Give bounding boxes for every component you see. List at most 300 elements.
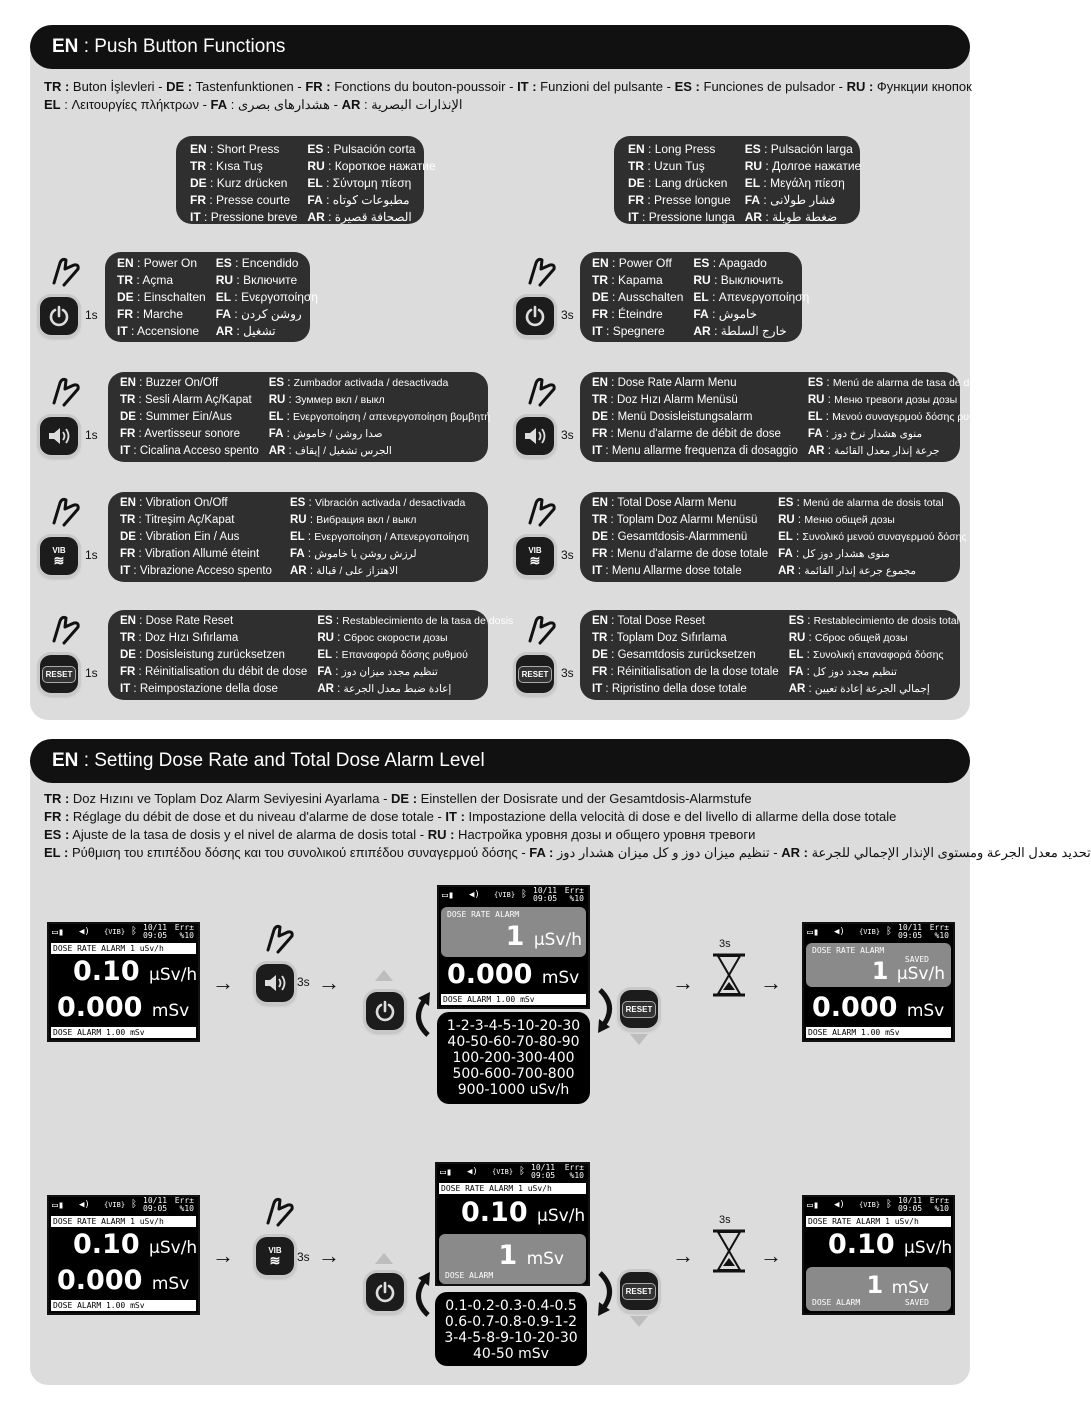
reset-label: RESET	[622, 1001, 657, 1018]
function-button-power[interactable]	[516, 297, 554, 335]
cell: TR : Doz Hızı Alarm Menüsü	[592, 394, 738, 406]
translation: Menu d'alarme de débit de dose	[616, 428, 781, 440]
lang-code: DE	[592, 649, 608, 661]
legend-row	[590, 563, 969, 580]
cell: DE : Menü Dosisleistungsalarm	[592, 411, 753, 423]
down-indicator	[630, 1034, 648, 1045]
cell: DE : Vibration Ein / Aus	[120, 531, 240, 543]
dose-alarm-bar: DOSE ALARM 1.00 mSv	[441, 994, 586, 1005]
option-line: 0.1-0.2-0.3-0.4-0.5	[445, 1298, 577, 1314]
translation: Toplam Doz Sıfırlama	[616, 632, 727, 644]
lang-code: DE	[120, 411, 136, 423]
total-dose-value	[57, 992, 189, 1023]
status-date: 10/11	[898, 923, 923, 932]
cell: FA : تنظیم مجدد میزان دوز	[317, 666, 438, 678]
cell: EL : Μεγάλη πίεση	[744, 176, 845, 190]
dose-alarm-bar: DOSE ALARM 1.00 mSv	[51, 1300, 196, 1311]
vib-button[interactable]	[256, 1237, 294, 1275]
status-bar	[439, 887, 588, 905]
translation: Doz Hızı Alarm Menüsü	[616, 394, 738, 406]
press-finger-icon	[48, 495, 82, 527]
translation: Μενού συναγερμού δόσης ρυθμού δόσης	[832, 411, 1025, 423]
rate-alarm-label: DOSE RATE ALARM	[812, 946, 885, 955]
translation: Total Dose Alarm Menu	[617, 497, 737, 509]
lang-code: FA	[778, 548, 793, 560]
translation: تشغيل	[243, 324, 276, 338]
lang-code: IT	[592, 565, 603, 577]
section-1-intro	[44, 78, 972, 114]
vib-icon	[528, 546, 541, 567]
translation: خارج السلطة	[720, 324, 787, 338]
screen-total-dose-edit	[435, 1162, 590, 1286]
date-time	[533, 887, 557, 903]
cell: DE : Einschalten	[117, 290, 206, 304]
cell: EN : Power Off	[592, 256, 672, 270]
legend-row	[118, 409, 492, 426]
cell: TR : Kısa Tuş	[190, 159, 263, 173]
lang-code: EN	[592, 497, 608, 509]
translation: Pulsación corta	[333, 142, 416, 156]
cell: TR : Açma	[117, 273, 174, 287]
function-button-speaker[interactable]	[516, 417, 554, 455]
total-dose-value	[812, 992, 944, 1023]
lang-code: DE	[120, 531, 136, 543]
section-2-intro	[44, 790, 1091, 862]
translation: مجموع جرعة إنذار القائمة	[804, 565, 916, 577]
lang-code: FR	[190, 193, 206, 207]
speaker-icon	[46, 425, 72, 447]
lang-code: AR	[807, 445, 825, 457]
dose-rate-value	[828, 1229, 952, 1260]
cell: IT : Cicalina Acceso spento	[120, 445, 259, 457]
translation: Gesamtdosis-Alarmmenü	[617, 531, 748, 543]
cycle-arrow-icon	[406, 1270, 436, 1320]
screen-total-dose-start	[47, 1195, 200, 1315]
lang-code: EN	[190, 142, 207, 156]
cell: EL : Μενού συναγερμού δόσης ρυθμού δόσης	[807, 411, 1025, 423]
dose-alarm-saved	[806, 1267, 951, 1311]
translation: ضغطة طويلة	[772, 210, 838, 224]
unit: µSv/h	[904, 1238, 953, 1258]
cell: DE : Kurz drücken	[190, 176, 288, 190]
rate-alarm-bar: DOSE RATE ALARM 1 uSv/h	[51, 943, 196, 954]
error-readout	[175, 924, 194, 940]
translation: خاموش	[718, 307, 758, 321]
translation: Power Off	[618, 256, 672, 270]
cell: EN : Power On	[117, 256, 198, 270]
lang-code: TR	[592, 514, 608, 526]
cell: FA : خاموش	[693, 307, 758, 321]
lang-code: EN	[120, 497, 136, 509]
lang-code: RU	[807, 394, 825, 406]
function-table	[590, 613, 961, 698]
lang-code: TR	[190, 159, 206, 173]
lang-code: RU :	[846, 79, 874, 94]
cell: AR : إعادة ضبط معدل الجرعة	[317, 683, 452, 695]
lang-code: EL :	[44, 845, 69, 860]
dose-alarm-bar: DOSE ALARM 1.00 mSv	[51, 1027, 196, 1038]
error-readout	[175, 1197, 194, 1213]
lang-code: TR	[592, 273, 608, 287]
cell: FA : مطبوعات کوتاه	[307, 193, 410, 207]
function-table	[590, 375, 1027, 460]
date-time	[898, 1197, 922, 1213]
translation: Restablecimiento de dosis total	[813, 615, 959, 627]
error-value: %10	[179, 1204, 194, 1213]
intro-line	[44, 78, 972, 96]
translation: Gesamtdosis zurücksetzen	[617, 649, 756, 661]
hourglass-icon	[711, 1228, 747, 1274]
translation: Kapama	[618, 273, 663, 287]
legend-row	[590, 529, 969, 546]
flow-arrow: →	[318, 1243, 340, 1268]
option-line: 900-1000 uSv/h	[457, 1082, 570, 1098]
cycle-arrow-icon	[592, 985, 622, 1035]
press-finger-icon	[262, 922, 296, 954]
function-button-reset[interactable]	[40, 655, 78, 693]
translation: Éteindre	[618, 307, 663, 321]
option-line: 100-200-300-400	[452, 1050, 575, 1066]
unit: mSv	[541, 968, 580, 988]
function-button-power[interactable]	[40, 297, 78, 335]
legend-row	[115, 255, 320, 272]
battery-icon: ▭▮	[440, 1167, 453, 1178]
translation: صدا روشن / خاموش	[293, 428, 383, 440]
status-time: 09:05	[143, 1204, 168, 1213]
reset-button[interactable]	[620, 990, 658, 1028]
press-duration: 3s	[561, 428, 574, 442]
up-indicator	[375, 1253, 393, 1264]
cell: AR : الجرس تشغيل / إيقاف	[268, 445, 392, 457]
lang-code: EL	[744, 176, 761, 190]
cell: FR : Avertisseur sonore	[120, 428, 240, 440]
translation: Меню общей дозы	[804, 514, 895, 526]
cell: IT : Menu Allarme dose totale	[592, 565, 742, 577]
lang-code: IT	[592, 324, 603, 338]
flow-arrow: →	[672, 970, 694, 995]
press-finger-icon	[524, 255, 558, 287]
speaker-status-icon: ◀)	[834, 1200, 845, 1210]
translation: Pulsación larga	[770, 142, 853, 156]
translation: روشن کردن	[241, 307, 302, 321]
lang-code: AR	[788, 683, 806, 695]
cell: FA : تنظیم مجدد دوز کل	[788, 666, 897, 678]
status-time: 09:05	[143, 931, 168, 940]
legend-row	[118, 443, 492, 460]
translation: منوی هشدار دوز کل	[802, 548, 890, 560]
bluetooth-icon: ᛒ	[521, 889, 527, 900]
cell: EL : Ενεργοποίηση	[215, 290, 318, 304]
status-bar	[804, 1197, 953, 1215]
translation: Menu allarme frequenza di dosaggio	[611, 445, 798, 457]
unit: µSv/h	[149, 1238, 198, 1258]
function-description-6	[108, 610, 514, 700]
translation: Spegnere	[612, 324, 665, 338]
power-icon	[523, 304, 547, 328]
lang-code: FA	[290, 548, 305, 560]
cell: ES : Zumbador activada / desactivada	[268, 377, 449, 389]
bluetooth-icon: ᛒ	[886, 926, 892, 937]
function-table	[118, 613, 515, 698]
translation: Presse longue	[654, 193, 731, 207]
cell: EL : Απενεργοποίηση	[693, 290, 810, 304]
cell: TR : Toplam Doz Alarmı Menüsü	[592, 514, 758, 526]
translation: Titreşim Aç/Kapat	[144, 514, 235, 526]
translation: Επαναφορά δόσης ρυθμού	[341, 649, 468, 661]
lang-code: FA	[317, 666, 333, 678]
lang-code: AR	[307, 210, 325, 224]
legend-row	[626, 175, 863, 192]
lang-code: ES	[290, 497, 306, 509]
error-readout	[565, 887, 584, 903]
saved-label: SAVED	[904, 955, 929, 964]
translation: Pressione lunga	[648, 210, 735, 224]
value: 1	[871, 957, 889, 985]
flow-arrow: →	[212, 970, 234, 995]
lang-code: EL	[807, 411, 823, 423]
intro-text: Einstellen der Dosisrate und der Gesamtdosis-Alarmstufe	[417, 791, 752, 806]
lang-code: EN	[120, 377, 136, 389]
power-button[interactable]	[366, 1273, 404, 1311]
function-button-vib[interactable]	[40, 537, 78, 575]
dose-alarm-label: DOSE ALARM	[812, 1298, 861, 1307]
lang-code: RU	[215, 273, 234, 287]
speaker-status-icon: ◀)	[79, 927, 90, 937]
legend-row	[118, 647, 515, 664]
date-time	[531, 1164, 555, 1180]
cell: EN : Vibration On/Off	[120, 497, 228, 509]
cell: EL : Επαναφορά δόσης ρυθμού	[317, 649, 468, 661]
cell: EL : Συνολική επαναφορά δόσης	[788, 649, 944, 661]
cell: FA : صدا روشن / خاموش	[268, 428, 383, 440]
legend-row	[115, 323, 320, 340]
reset-button[interactable]	[620, 1272, 658, 1310]
legend-row	[626, 209, 863, 226]
lang-code: IT	[592, 683, 603, 695]
screen-total-dose-saved	[802, 1195, 955, 1315]
cell: ES : Restablecimiento de la tasa de dosis	[317, 615, 514, 627]
lang-code: FA	[268, 428, 284, 440]
cell: IT : Pressione breve	[190, 210, 298, 224]
speaker-button[interactable]	[256, 964, 294, 1002]
power-button[interactable]	[366, 992, 404, 1030]
cell: DE : Summer Ein/Aus	[120, 411, 232, 423]
value: 1	[866, 1271, 884, 1299]
vib-status-icon: {VIB}	[104, 928, 126, 936]
intro-line	[44, 808, 964, 826]
cell: ES : Menú de alarma de tasa de dosis	[807, 377, 989, 389]
screen-dose-rate-saved	[802, 922, 955, 1042]
translation: Вибрация вкл / выкл	[316, 514, 417, 526]
function-table	[590, 255, 811, 340]
unit: mSv	[906, 1001, 945, 1021]
option-line: 40-50 mSv	[473, 1346, 549, 1362]
cell: DE : Gesamtdosis zurücksetzen	[592, 649, 756, 661]
battery-icon: ▭▮	[807, 927, 820, 938]
lang-code: FA :	[529, 845, 554, 860]
translation: Açma	[142, 273, 174, 287]
legend-row	[115, 306, 320, 323]
press-finger-icon	[48, 375, 82, 407]
translation: Reimpostazione della dose	[139, 683, 278, 695]
cell: EN : Total Dose Reset	[592, 615, 705, 627]
intro-text: : Λειτουργίες πλήκτρων -	[60, 97, 211, 112]
lang-code: FA	[693, 307, 709, 321]
status-time: 09:05	[531, 1171, 556, 1180]
error-label: Err±	[564, 886, 584, 895]
speaker-status-icon: ◀)	[469, 890, 480, 900]
function-description-3	[580, 372, 1025, 462]
translation: تنظیم مجدد دوز کل	[812, 666, 897, 678]
translation: Dose Rate Alarm Menu	[617, 377, 737, 389]
press-duration: 3s	[561, 666, 574, 680]
legend-row	[118, 375, 492, 392]
lang-code: EN	[592, 256, 609, 270]
error-label: Err±	[174, 1196, 194, 1205]
value: 0.10	[461, 1197, 528, 1228]
total-dose-value	[447, 959, 579, 990]
error-value: %10	[179, 931, 194, 940]
unit: µSv/h	[533, 930, 582, 950]
translation: Dosisleistung zurücksetzen	[145, 649, 285, 661]
value: 0.10	[73, 956, 140, 987]
error-value: %10	[934, 1204, 949, 1213]
lang-code: IT :	[445, 809, 465, 824]
lang-code: ES	[268, 377, 285, 389]
dose-rate-options	[437, 1012, 590, 1104]
lang-code: EL	[788, 649, 804, 661]
lang-code: EL	[268, 411, 284, 423]
cell: FR : Vibration Allumé éteint	[120, 548, 260, 560]
translation: Total Dose Reset	[617, 615, 705, 627]
cell: EN : Dose Rate Alarm Menu	[592, 377, 737, 389]
rate-alarm-bar: DOSE RATE ALARM 1 uSv/h	[806, 1216, 951, 1227]
total-dose-value	[57, 1265, 189, 1296]
error-readout	[930, 1197, 949, 1213]
function-description-4	[108, 492, 488, 582]
value: 1	[505, 921, 525, 952]
cell: DE : Lang drücken	[628, 176, 728, 190]
option-line: 0.6-0.7-0.8-0.9-1-2	[444, 1314, 578, 1330]
cell: EL : Ενεργοποίηση / Απενεργοποίηση	[290, 531, 469, 543]
intro-text: Ρύθμιση του επιπέδου δόσης και του συνολικού επιπέδου συναγερμού δόσης -	[68, 845, 530, 860]
speaker-status-icon: ◀)	[834, 927, 845, 937]
lang-code: FR	[120, 548, 136, 560]
speaker-icon	[522, 425, 548, 447]
cell: FA : منوی هشدار نرخ دوز	[807, 428, 923, 440]
cell: TR : Titreşim Aç/Kapat	[120, 514, 235, 526]
power-icon	[47, 304, 71, 328]
status-time: 09:05	[533, 894, 558, 903]
legend-row	[115, 272, 320, 289]
speaker-status-icon: ◀)	[467, 1167, 478, 1177]
lang-code: IT	[120, 565, 131, 577]
cycle-arrow-icon	[406, 990, 436, 1040]
translation: Uzun Tuş	[654, 159, 705, 173]
value: 0.000	[57, 1265, 143, 1296]
bluetooth-icon: ᛒ	[131, 926, 137, 937]
function-table	[118, 495, 471, 580]
lang-code: FR	[592, 307, 608, 321]
cell: AR : خارج السلطة	[693, 324, 787, 338]
dose-alarm-label: DOSE ALARM	[445, 1271, 494, 1280]
rate-alarm-value	[872, 957, 945, 985]
translation: Réinitialisation du débit de dose	[144, 666, 308, 678]
screen-dose-rate-edit	[437, 885, 590, 1009]
cell: FR : Réinitialisation de la dose totale	[592, 666, 779, 678]
translation: Συνολικό μενού συναγερμού δόσης	[802, 531, 967, 543]
lang-code: ES	[317, 615, 333, 627]
lang-code: TR	[120, 632, 136, 644]
cell: FA : روشن کردن	[215, 307, 302, 321]
error-readout	[930, 924, 949, 940]
translation: Avertisseur sonore	[144, 428, 240, 440]
saved-label: SAVED	[904, 1298, 929, 1307]
lang-code: TR	[592, 632, 608, 644]
lang-code: AR	[693, 324, 711, 338]
status-bar	[804, 924, 953, 942]
function-description-7	[580, 610, 960, 700]
translation: Encendido	[241, 256, 299, 270]
cell: IT : Vibrazione Acceso spento	[120, 565, 272, 577]
lang-code: DE	[117, 290, 134, 304]
legend-row	[188, 175, 438, 192]
status-bar	[437, 1164, 588, 1182]
cell: FR : Marche	[117, 307, 184, 321]
translation: Vibrazione Acceso spento	[139, 565, 272, 577]
value: 0.000	[447, 959, 533, 990]
lang-code: TR	[628, 159, 644, 173]
legend-row	[590, 512, 969, 529]
intro-line	[44, 844, 1091, 862]
cell: RU : Выключить	[693, 273, 784, 287]
cell: EN : Total Dose Alarm Menu	[592, 497, 737, 509]
lang-code: IT	[117, 324, 128, 338]
cell: EL : Ενεργοποίηση / απενεργοποίηση βομβητή	[268, 411, 491, 423]
function-button-speaker[interactable]	[40, 417, 78, 455]
cell: EL : Συνολικό μενού συναγερμού δόσης	[778, 531, 967, 543]
function-button-reset[interactable]	[516, 655, 554, 693]
reset-label: RESET	[42, 666, 77, 683]
cell: AR : إجمالي الجرعة إعادة تعيين	[788, 683, 930, 695]
value: 0.10	[828, 1229, 895, 1260]
function-description-1	[580, 252, 810, 342]
legend-row	[590, 392, 1027, 409]
value: 0.000	[57, 992, 143, 1023]
lang-code: TR	[120, 514, 136, 526]
intro-text: Настройка уровня дозы и общего уровня тревоги	[454, 827, 756, 842]
legend-row	[590, 630, 961, 647]
hourglass-icon	[711, 952, 747, 998]
cell: TR : Kapama	[592, 273, 663, 287]
legend-row	[188, 209, 438, 226]
dose-rate-value	[461, 1197, 585, 1228]
lang-code: ES	[744, 142, 761, 156]
intro-text: Doz Hızını ve Toplam Doz Alarm Seviyesini Ayarlama -	[69, 791, 392, 806]
cell: IT : Spegnere	[592, 324, 665, 338]
lang-code: IT	[628, 210, 639, 224]
intro-text: Impostazione della velocità di dose e del livello di allarme della dose totale	[464, 809, 897, 824]
down-indicator	[630, 1316, 648, 1327]
cell: FA : منوی هشدار دوز کل	[778, 548, 890, 560]
cell: ES : Apagado	[693, 256, 767, 270]
function-button-vib[interactable]	[516, 537, 554, 575]
error-label: Err±	[564, 1163, 584, 1172]
power-icon	[373, 1280, 397, 1304]
cell: FR : Éteindre	[592, 307, 663, 321]
unit: µSv/h	[537, 1206, 586, 1226]
translation: Réinitialisation de la dose totale	[616, 666, 779, 678]
